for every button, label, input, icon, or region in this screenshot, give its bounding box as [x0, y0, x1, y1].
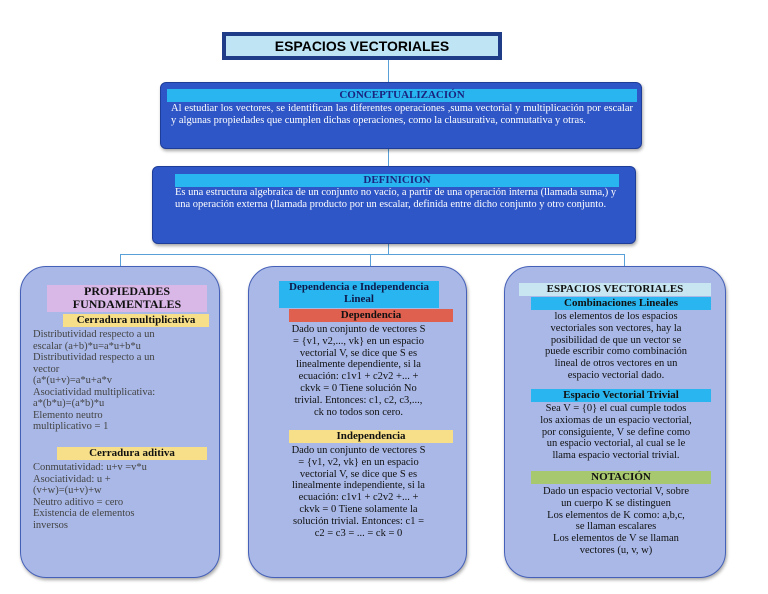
- mult-items: [33, 329, 213, 433]
- dependencia-label: Dependencia: [289, 309, 453, 322]
- combinaciones-text: [511, 311, 721, 382]
- propiedades-heading-line1: PROPIEDADES: [83, 284, 170, 298]
- connector-horizontal: [120, 254, 625, 255]
- indep-line: ckvk = 0 Tiene solamente la: [299, 503, 418, 515]
- indep-line: Dado un conjunto de vectores S: [291, 445, 426, 456]
- dep-line: ckvk = 0 Tiene solución No: [300, 382, 417, 394]
- dep-line: vectorial V, se dice que S es: [299, 347, 418, 359]
- conceptualizacion-box: [160, 82, 642, 149]
- espacio-trivial-label: Espacio Vectorial Trivial: [531, 389, 711, 402]
- adit-item: inversos: [33, 519, 68, 531]
- trivial-line: Sea V = {0} el cual cumple todos: [545, 403, 687, 414]
- dependencia-panel: [248, 266, 467, 578]
- mult-item: escalar (a+b)*u=a*u+b*u: [33, 340, 141, 352]
- indep-line: c2 = c3 = ... = ck = 0: [314, 527, 403, 539]
- mult-item: multiplicativo = 1: [33, 421, 109, 432]
- mult-item: (a*(u+v)=a*u+a*v: [33, 375, 112, 386]
- dependencia-heading-line1: Dependencia e Independencia: [289, 281, 429, 293]
- dependencia-heading: [279, 281, 439, 308]
- notacion-line: vectores (u, v, w): [579, 544, 653, 556]
- connector-left: [120, 254, 121, 266]
- definicion-box: [152, 166, 636, 244]
- independencia-label: Independencia: [289, 430, 453, 443]
- mult-item: vector: [33, 363, 60, 375]
- comb-line: posibilidad de que un vector se: [550, 334, 682, 346]
- cerradura-multiplicativa-label: Cerradura multiplicativa: [63, 314, 209, 327]
- comb-line: vectoriales son vectores, hay la: [550, 322, 682, 334]
- trivial-line: por consiguiente, V se define como: [541, 426, 691, 438]
- notacion-label: NOTACIÓN: [531, 471, 711, 484]
- adit-item: Neutro aditivo = cero: [33, 496, 124, 508]
- adit-item: Conmutatividad: u+v =v*u: [33, 462, 147, 473]
- espacios-panel: [504, 266, 726, 578]
- propiedades-panel: [20, 266, 220, 578]
- conceptualizacion-text: Al estudiar los vectores, se identifican las diferentes operaciones ,suma vectorial y multiplicación por escalar y algunas propiedades que cumplen dichas operaciones, como la clausurativa, conmutativa y otras.: [171, 103, 633, 126]
- indep-line: = {v1, v2, vk} en un espacio: [298, 456, 419, 468]
- comb-line: los elementos de los espacios: [554, 311, 678, 322]
- definicion-heading: DEFINICION: [175, 174, 619, 187]
- espacios-heading: ESPACIOS VECTORIALES: [519, 283, 711, 296]
- conceptualizacion-heading: CONCEPTUALIZACIÓN: [167, 89, 637, 102]
- mult-item: Elemento neutro: [33, 409, 103, 421]
- connector-middle: [370, 254, 371, 266]
- indep-line: linealmente independiente, si la: [292, 480, 425, 492]
- dependencia-text: [255, 324, 462, 418]
- dep-line: linealmente dependiente, si la: [296, 359, 421, 371]
- title-box: [222, 32, 502, 60]
- cerradura-aditiva-label: Cerradura aditiva: [57, 447, 207, 460]
- adit-item: (v+w)=(u+v)+w: [33, 485, 102, 496]
- connector-right: [624, 254, 625, 266]
- page-title: ESPACIOS VECTORIALES: [226, 36, 498, 56]
- propiedades-heading: [47, 285, 207, 312]
- dependencia-heading-line2: Lineal: [344, 293, 374, 305]
- comb-line: espacio vectorial dado.: [567, 369, 665, 381]
- adit-item: Existencia de elementos: [33, 508, 135, 519]
- indep-line: vectorial V, se dice que S es: [299, 468, 418, 480]
- mult-item: Distributividad respecto a un: [33, 352, 155, 363]
- connector-def-down: [388, 244, 389, 254]
- indep-line: solución trivial. Entonces: c1 =: [292, 515, 425, 527]
- connector-concept-def: [388, 149, 389, 166]
- mult-item: a*(b*u)=(a*b)*u: [33, 398, 105, 409]
- trivial-line: los axiomas de un espacio vectorial,: [540, 414, 692, 426]
- independencia-text: [255, 445, 462, 539]
- connector-title-concept: [388, 60, 389, 82]
- espacio-trivial-text: [511, 403, 721, 462]
- notacion-line: Dado un espacio vectorial V, sobre: [543, 486, 689, 497]
- dep-line: Dado un conjunto de vectores S: [291, 324, 426, 335]
- mult-item: Asociatividad multiplicativa:: [33, 386, 156, 398]
- notacion-line: Los elementos de V se llaman: [553, 533, 679, 545]
- dep-line: ecuación: c1v1 + c2v2 +... +: [298, 371, 419, 383]
- definicion-text: Es una estructura algebraica de un conjunto no vacío, a partir de una operación interna (llamada suma,) y una operación externa (llamada producto por un escalar, definida entre dicho conjunto y otro conjunto.: [175, 187, 617, 210]
- indep-line: ecuación: c1v1 + c2v2 +... +: [298, 492, 419, 504]
- comb-line: lineal de otros vectores en un: [554, 358, 678, 370]
- trivial-line: llama espacio vectorial trivial.: [552, 450, 680, 462]
- trivial-line: un espacio vectorial, al cual se le: [546, 438, 686, 450]
- notacion-line: Los elementos de K como: a,b,c,: [547, 509, 685, 521]
- propiedades-heading-line2: FUNDAMENTALES: [72, 297, 182, 311]
- notacion-line: se llaman escalares: [575, 521, 657, 533]
- adit-items: [33, 462, 213, 531]
- combinaciones-label: Combinaciones Lineales: [531, 297, 711, 310]
- notacion-text: [511, 486, 721, 557]
- adit-item: Asociatividad: u +: [33, 473, 111, 485]
- dep-line: trivial. Entonces: c1, c2, c3,...,: [294, 394, 423, 406]
- comb-line: puede escribir como combinación: [545, 346, 687, 358]
- notacion-line: un cuerpo K se distinguen: [561, 497, 671, 509]
- mult-item: Distributividad respecto a un: [33, 329, 155, 340]
- dep-line: ck no todos son cero.: [314, 406, 403, 418]
- dep-line: = {v1, v2,..., vk} en un espacio: [293, 335, 424, 347]
